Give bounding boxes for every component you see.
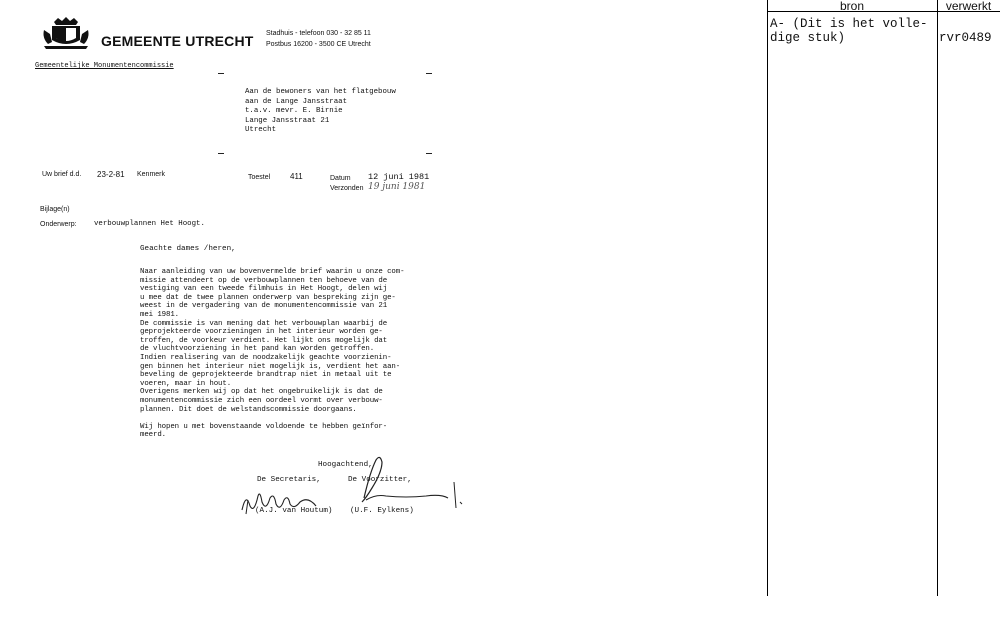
committee-name: Gemeentelijke Monumentencommissie	[35, 62, 174, 70]
body-line: missie attendeert op de verbouwplannen ten behoeve van de	[140, 276, 388, 285]
bron-line: A- (Dit is het volle-	[770, 17, 928, 31]
recipient-line: aan de Lange Jansstraat	[245, 97, 348, 106]
chair-name: (U.F. Eylkens)	[350, 507, 414, 515]
recipient-line: Lange Jansstraat 21	[245, 116, 330, 125]
recipient-line: Aan de bewoners van het flatgebouw	[245, 88, 396, 96]
body-line: monumentencommissie zich een oordeel vormt over verbouw-	[140, 396, 383, 405]
onderwerp-label: Onderwerp:	[40, 221, 77, 228]
body-line: geprojekteerde voorzieningen in het interieur worden ge-	[140, 328, 383, 337]
body-line	[140, 414, 404, 423]
datum-value: 12 juni 1981	[368, 172, 430, 182]
address-line-1: Stadhuis - telefoon 030 - 32 85 11	[266, 30, 371, 37]
table-border-middle	[937, 0, 938, 596]
body-line: meerd.	[140, 431, 167, 440]
datum-label: Datum	[330, 175, 351, 182]
uw-brief-value: 23-2-81	[97, 170, 125, 179]
column-header-bron: bron	[839, 0, 865, 13]
secretary-label: De Secretaris,	[257, 476, 321, 484]
address-mark-tl	[218, 73, 224, 74]
toestel-label: Toestel	[248, 174, 271, 181]
chair-signature-icon	[336, 452, 471, 514]
bijlage-label: Bijlage(n)	[40, 206, 70, 213]
column-header-verwerkt: verwerkt	[945, 0, 992, 13]
bron-line: dige stuk)	[770, 31, 846, 45]
body-line: De commissie is van mening dat het verbouwplan waarbij de	[140, 319, 388, 328]
body-line: gen binnen het interieur niet mogelijk is, verdient het aan-	[140, 362, 401, 371]
address-mark-tr	[426, 73, 432, 74]
body-line: plannen. Dit doet de welstandscommissie doorgaans.	[140, 405, 357, 414]
secretary-name: (A.J. van Houtum)	[255, 507, 333, 515]
body-line: Overigens merken wij op dat het ongebruikelijk is dat de	[140, 388, 383, 397]
letter-body	[140, 268, 404, 440]
toestel-value: 411	[290, 172, 303, 181]
body-line: troffen, de voorkeur verdient. Het lijkt ons mogelijk dat	[140, 336, 388, 345]
bron-cell	[770, 17, 928, 45]
body-line: weest in de vergadering van de monumentencommissie van 21	[140, 302, 388, 311]
municipality-name: GEMEENTE UTRECHT	[101, 33, 254, 49]
body-line: vestiging van een tweede filmhuis in Het Hoogt, delen wij	[140, 285, 388, 294]
address-line-2: Postbus 16200 - 3500 CE Utrecht	[266, 41, 371, 48]
body-line: Wij hopen u met bovenstaande voldoende te hebben geïnfor-	[140, 422, 388, 431]
annotation-table	[767, 0, 1000, 640]
address-mark-br	[426, 153, 432, 154]
coat-of-arms-icon	[40, 16, 92, 50]
verzonden-stamp: 19 juni 1981	[368, 182, 426, 192]
body-line: Indien realisering van de noodzakelijk geachte voorzienin-	[140, 353, 392, 362]
verzonden-label: Verzonden	[330, 185, 364, 192]
salutation: Geachte dames /heren,	[140, 245, 236, 253]
recipient-address	[245, 88, 396, 136]
recipient-line: t.a.v. mevr. E. Birnie	[245, 107, 343, 115]
chair-label: De Voorzitter,	[348, 476, 412, 484]
uw-brief-label: Uw brief d.d.	[42, 171, 82, 178]
onderwerp-value: verbouwplannen Het Hoogt.	[94, 220, 205, 228]
body-line: beveling de geprojekteerde brandtrap niet in metaal uit te	[140, 371, 392, 380]
body-line: mei 1981.	[140, 310, 180, 319]
table-border-left	[767, 0, 768, 596]
verwerkt-cell: rvr0489	[939, 31, 992, 45]
recipient-line: Utrecht	[245, 126, 277, 134]
body-line: voeren, maar in hout.	[140, 379, 232, 388]
body-line: u mee dat de twee plannen onderwerp van bespreking zijn ge-	[140, 293, 396, 302]
body-line: Naar aanleiding van uw bovenvermelde brief waarin u onze com-	[140, 268, 405, 276]
closing: Hoogachtend,	[318, 461, 373, 469]
address-mark-bl	[218, 153, 224, 154]
kenmerk-label: Kenmerk	[137, 171, 166, 178]
body-line: de vluchtvoorziening in het pand kan worden getroffen.	[140, 345, 375, 354]
